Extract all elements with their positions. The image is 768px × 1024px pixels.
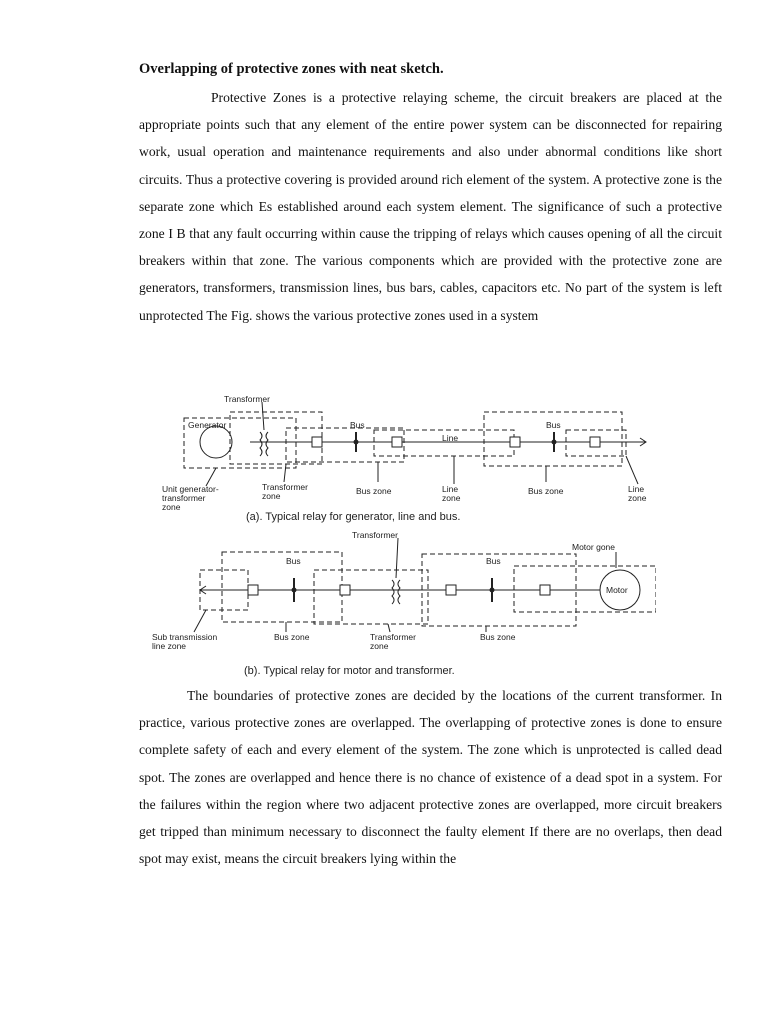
fig-b-bus-zone-right-label: Bus zone [480,632,516,642]
fig-a-bus-right-label: Bus [546,420,561,430]
fig-a-unit-zone-label-2: transformer [162,493,206,503]
fig-a-caption: (a). Typical relay for generator, line and bus. [246,511,461,523]
fig-b-bus-zone-left-label: Bus zone [274,632,310,642]
paragraph-intro: Protective Zones is a protective relaying scheme, the circuit breakers are placed at the appropriate points such that any element of the entire power system can be disconnected for repairing work, usual operation and maintenance requirements and also under abnormal conditions like short circuits. Thus a protective covering is provided around rich element of the system. A protective zone is the separate zone which Es established around each system element. The significance of such a protective zone I B that any fault occurring within cause the tripping of relays which causes opening of all the circuit breakers within that zone. The various components which are provided with the protective zone are generators, transformers, transmission lines, bus bars, cables, capacitors etc. No part of the system is left unprotected The Fig. shows the various protective zones used in a system [139,90,722,323]
fig-b-sub-zone-label-2: line zone [152,641,187,651]
fig-a-transformer-zone-label-1: Transformer [262,482,308,492]
fig-a-generator-label: Generator [188,420,227,430]
fig-b-caption: (b). Typical relay for motor and transformer. [244,665,455,677]
fig-a-bus-left-label: Bus [350,420,365,430]
fig-a-bus-zone-right-label: Bus zone [528,486,564,496]
fig-a-line-zone-label-2: zone [442,493,461,503]
fig-b-transformer-zone-label-1: Transformer [370,632,416,642]
fig-b-bus-right-label: Bus [486,556,501,566]
fig-a-line-zone-label-1: Line [442,484,459,494]
fig-b-transformer-zone-label-2: zone [370,641,389,651]
fig-a-unit-zone-label-1: Unit generator- [162,484,219,494]
figure-a-diagram [146,390,656,526]
fig-a-transformer-label: Transformer [224,394,270,404]
fig-b-transformer-label: Transformer [352,530,398,540]
fig-a-line-zone-right-label-1: Line [628,484,645,494]
document-title: Overlapping of protective zones with neat sketch. [139,61,444,77]
fig-a-line-zone-right-label-2: zone [628,493,647,503]
paragraph-overlap: The boundaries of protective zones are decided by the locations of the current transformer. In practice, various protective zones are overlapped. The overlapping of protective zones is done to ensure complete safety of each and every element of the system. The zone which is unprotected is called dead spot. The zones are overlapped and hence there is no chance of existence of a dead spot in a system. For the failures within the region where two adjacent protective zones are overlapped, more circuit breakers get tripped than minimum necessary to disconnect the faulty element If there are no overlaps, then dead spot may exist, means the circuit breakers lying within the [139,688,722,867]
fig-a-transformer-zone-label-2: zone [262,491,281,501]
fig-a-unit-zone-label-3: zone [162,502,181,512]
fig-b-motor-label: Motor [606,585,628,595]
fig-b-bus-left-label: Bus [286,556,301,566]
fig-b-motor-zone-label: Motor gone [572,542,615,552]
fig-a-bus-zone-left-label: Bus zone [356,486,392,496]
fig-b-sub-zone-label-1: Sub transmission [152,632,218,642]
fig-a-line-label: Line [442,433,459,443]
figure-b-diagram [146,528,656,682]
